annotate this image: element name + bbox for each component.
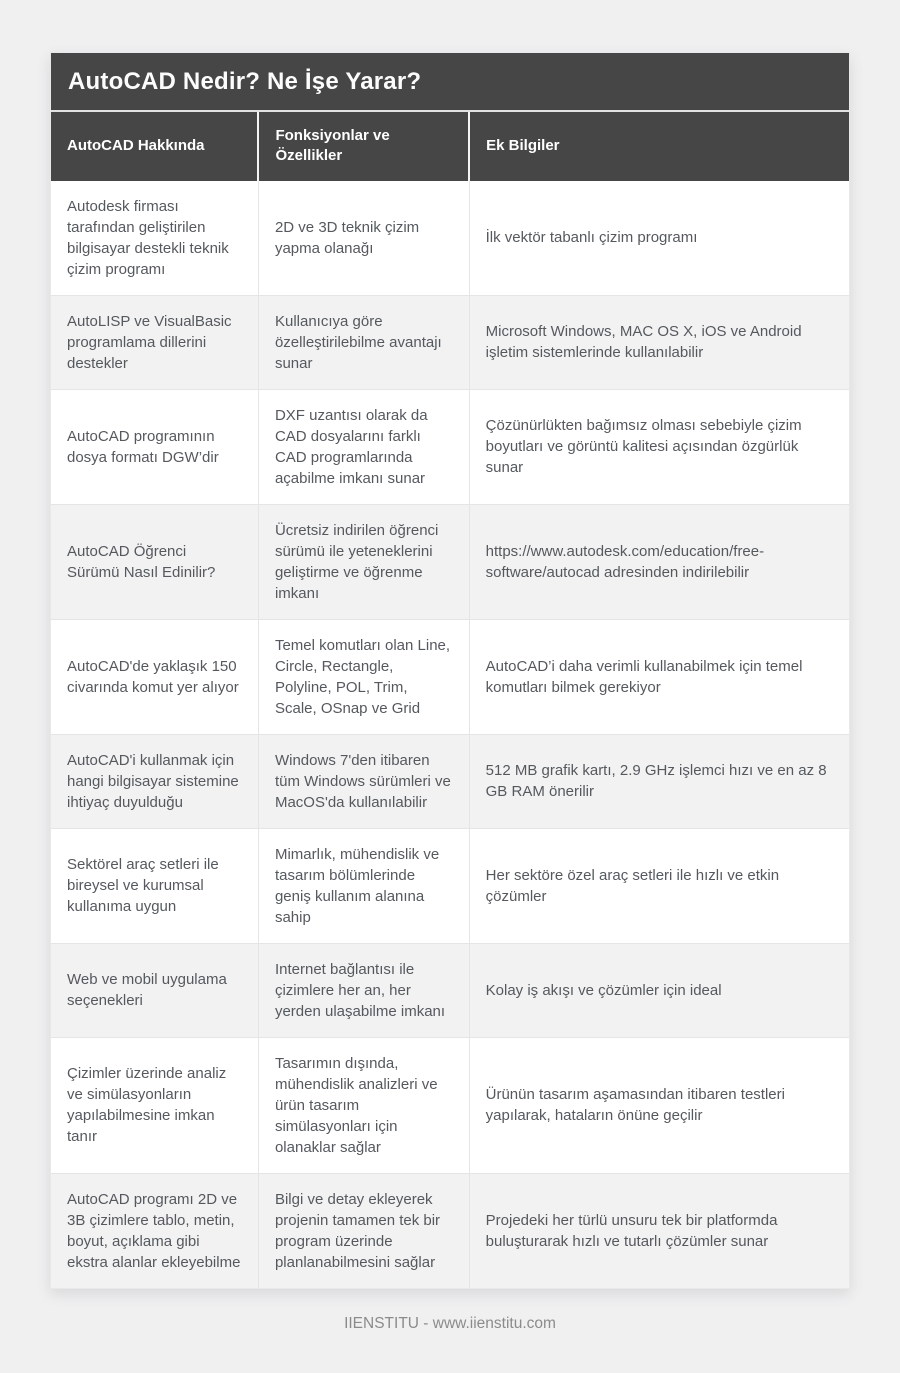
table-cell: Projedeki her türlü unsuru tek bir platformda buluşturarak hızlı ve tutarlı çözümler sunar	[469, 1173, 849, 1288]
table-cell: AutoCAD programı 2D ve 3B çizimlere tablo, metin, boyut, açıklama gibi ekstra alanlar ekleyebilme	[51, 1173, 258, 1288]
column-header-fonksiyonlar-ve-ozellikler: Fonksiyonlar ve Özellikler	[258, 111, 469, 181]
table-header-row	[51, 111, 849, 181]
table-cell: Kolay iş akışı ve çözümler için ideal	[469, 943, 849, 1037]
table-cell: AutoCAD'de yaklaşık 150 civarında komut yer alıyor	[51, 619, 258, 734]
info-card	[50, 52, 850, 1289]
table-row	[51, 1037, 849, 1173]
table-cell: Web ve mobil uygulama seçenekleri	[51, 943, 258, 1037]
table-row	[51, 181, 849, 296]
table-cell: İlk vektör tabanlı çizim programı	[469, 181, 849, 296]
table-cell: DXF uzantısı olarak da CAD dosyalarını farklı CAD programlarında açabilme imkanı sunar	[258, 389, 469, 504]
table-cell: Ücretsiz indirilen öğrenci sürümü ile yeteneklerini geliştirme ve öğrenme imkanı	[258, 504, 469, 619]
table-cell: Çözünürlükten bağımsız olması sebebiyle çizim boyutları ve görüntü kalitesi açısından özgürlük sunar	[469, 389, 849, 504]
table-cell: Ürünün tasarım aşamasından itibaren testleri yapılarak, hataların önüne geçilir	[469, 1037, 849, 1173]
table-cell: 2D ve 3D teknik çizim yapma olanağı	[258, 181, 469, 296]
column-header-ek-bilgiler: Ek Bilgiler	[469, 111, 849, 181]
table-row	[51, 295, 849, 389]
autocad-info-table	[51, 110, 849, 1288]
table-body	[51, 181, 849, 1288]
table-row	[51, 828, 849, 943]
page-title: AutoCAD Nedir? Ne İşe Yarar?	[51, 53, 849, 110]
table-cell: 512 MB grafik kartı, 2.9 GHz işlemci hızı ve en az 8 GB RAM önerilir	[469, 734, 849, 828]
table-cell: Windows 7'den itibaren tüm Windows sürümleri ve MacOS'da kullanılabilir	[258, 734, 469, 828]
table-cell: AutoCAD'i kullanmak için hangi bilgisayar sistemine ihtiyaç duyulduğu	[51, 734, 258, 828]
table-cell: AutoCAD programının dosya formatı DGW’dir	[51, 389, 258, 504]
table-cell: Kullanıcıya göre özelleştirilebilme avantajı sunar	[258, 295, 469, 389]
table-cell: Tasarımın dışında, mühendislik analizleri ve ürün tasarım simülasyonları için olanaklar sağlar	[258, 1037, 469, 1173]
table-cell: Mimarlık, mühendislik ve tasarım bölümlerinde geniş kullanım alanına sahip	[258, 828, 469, 943]
table-row	[51, 619, 849, 734]
table-row	[51, 734, 849, 828]
table-cell: Sektörel araç setleri ile bireysel ve kurumsal kullanıma uygun	[51, 828, 258, 943]
table-cell: AutoCAD’i daha verimli kullanabilmek için temel komutları bilmek gerekiyor	[469, 619, 849, 734]
table-cell: Bilgi ve detay ekleyerek projenin tamamen tek bir program üzerinde planlanabilmesini sağlar	[258, 1173, 469, 1288]
table-cell: Çizimler üzerinde analiz ve simülasyonların yapılabilmesine imkan tanır	[51, 1037, 258, 1173]
table-row	[51, 943, 849, 1037]
table-cell: https://www.autodesk.com/education/free-software/autocad adresinden indirilebilir	[469, 504, 849, 619]
table-row	[51, 1173, 849, 1288]
table-cell: Her sektöre özel araç setleri ile hızlı ve etkin çözümler	[469, 828, 849, 943]
table-cell: Autodesk firması tarafından geliştirilen bilgisayar destekli teknik çizim programı	[51, 181, 258, 296]
table-cell: AutoLISP ve VisualBasic programlama dillerini destekler	[51, 295, 258, 389]
table-cell: Internet bağlantısı ile çizimlere her an, her yerden ulaşabilme imkanı	[258, 943, 469, 1037]
table-cell: Temel komutları olan Line, Circle, Rectangle, Polyline, POL, Trim, Scale, OSnap ve Grid	[258, 619, 469, 734]
table-cell: AutoCAD Öğrenci Sürümü Nasıl Edinilir?	[51, 504, 258, 619]
footer-credit: IIENSTITU - www.iienstitu.com	[344, 1314, 556, 1332]
table-row	[51, 389, 849, 504]
column-header-autocad-hakkinda: AutoCAD Hakkında	[51, 111, 258, 181]
table-row	[51, 504, 849, 619]
table-header	[51, 111, 849, 181]
table-cell: Microsoft Windows, MAC OS X, iOS ve Android işletim sistemlerinde kullanılabilir	[469, 295, 849, 389]
